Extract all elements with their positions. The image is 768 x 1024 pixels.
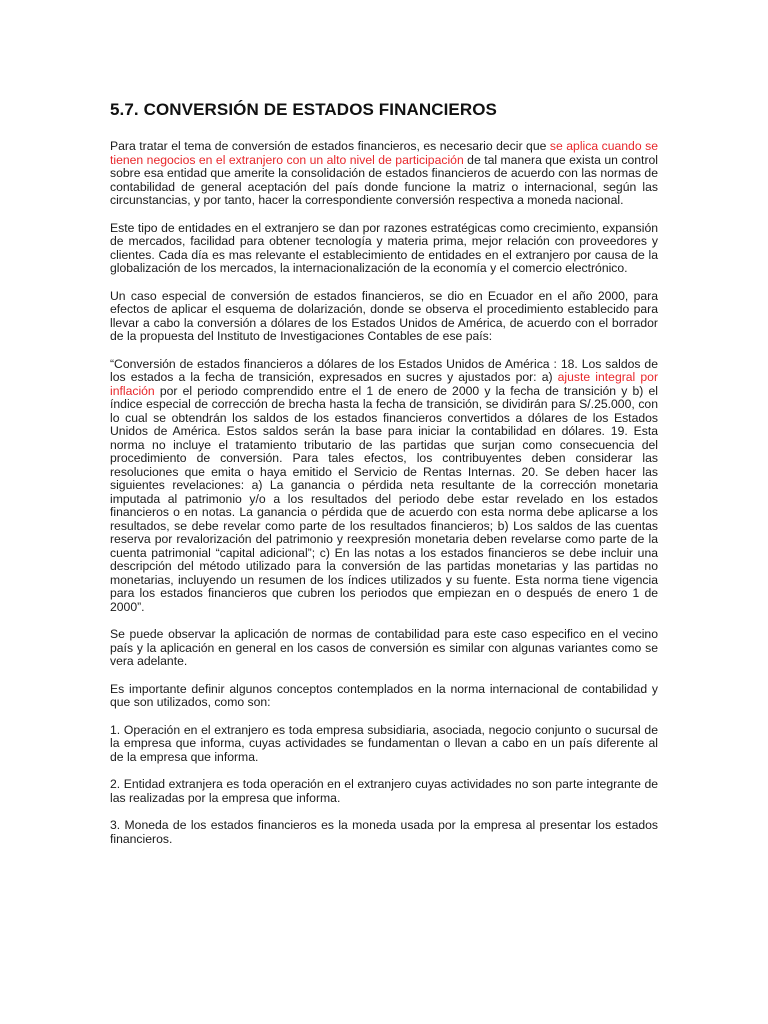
paragraph-4-text-a: “Conversión de estados financieros a dólares de los Estados Unidos de América : 18. Los saldos de los estados a la fecha de transición, expresados en sucres y ajustados por: a) (110, 356, 658, 384)
paragraph-1-text-c: de tal manera que exista un control sobre esa entidad que amerite la consolidación de estados financieros de acuerdo con las normas de contabilidad de general aceptación del país donde funcione la matriz o internacional, según las circunstancias, y por tanto, hacer la correspondiente conversión respectiva a moneda nacional. (110, 152, 658, 207)
paragraph-1-text-a: Para tratar el tema de conversión de estados financieros, es necesario decir que (110, 139, 550, 153)
highlighted-phrase-participation: se aplica cuando se tienen negocios en el extranjero con un alto nivel de participación (110, 139, 658, 167)
definition-3: 3. Moneda de los estados financieros es la moneda usada por la empresa al presentar los estados financieros. (110, 818, 658, 846)
definition-2: 2. Entidad extranjera es toda operación en el extranjero cuyas actividades no son parte integrante de las realizadas por la empresa que informa. (110, 777, 658, 805)
paragraph-2: Este tipo de entidades en el extranjero se dan por razones estratégicas como crecimiento, expansión de mercados, facilidad para obtener tecnología y materia prima, mejor relación con proveedores y clientes. Cada día es mas relevante el establecimiento de entidades en el extranjero por causa de la globalización de los mercados, la internacionalización de la economía y el comercio electrónico. (110, 220, 658, 275)
section-heading: 5.7. CONVERSIÓN DE ESTADOS FINANCIEROS (110, 100, 497, 119)
paragraph-5: Se puede observar la aplicación de normas de contabilidad para este caso especifico en el vecino país y la aplicación en general en los casos de conversión es similar con algunas variantes como se vera adelante. (110, 627, 658, 668)
paragraph-4-text-c: por el periodo comprendido entre el 1 de enero de 2000 y la fecha de transición y b) el índice especial de corrección de brecha hasta la fecha de transición, se dividirán para S/.25.000, con lo cual se obtendrán los saldos de los estados financieros convertidos a dólares de los Estados Unidos de América. Estos saldos serán la base para iniciar la contabilidad en dólares. 19. Esta norma no incluye el tratamiento tributario de las partidas que surjan como consecuencia del procedimiento de conversión. Para tales efectos, los contribuyentes deben considerar las resoluciones que emita o haya emitido el Servicio de Rentas Internas. 20. Se deben hacer las siguientes revelaciones: a) La ganancia o pérdida neta resultante de la corrección monetaria imputada al patrimonio y/o a los resultados del periodo debe estar revelado en los estados financieros o en notas. La ganancia o pérdida que de acuerdo con esta norma debe aplicarse a los resultados, se debe revelar como parte de los resultados financieros; b) Los saldos de las cuentas reserva por revalorización del patrimonio y reexpresión monetaria deben revelarse como parte de la cuenta patrimonial “capital adicional”; c) En las notas a los estados financieros se debe incluir una descripción del método utilizado para la conversión de las partidas monetarias y las partidas no monetarias, incluyendo un resumen de los índices utilizados y su fuente. Esta norma tiene vigencia para los estados financieros que cubren los periodos que empiezan en o después de enero 1 de 2000”. (110, 383, 658, 614)
paragraph-3: Un caso especial de conversión de estados financieros, se dio en Ecuador en el año 2000, para efectos de aplicar el esquema de dolarización, donde se observa el procedimiento establecido para llevar a cabo la conversión a dólares de los Estados Unidos de América, de acuerdo con el borrador de la propuesta del Instituto de Investigaciones Contables de ese país: (110, 288, 658, 343)
paragraph-4-quote (110, 358, 658, 615)
highlighted-phrase-inflation: ajuste integral por inflación (110, 370, 658, 398)
definition-1: 1. Operación en el extranjero es toda empresa subsidiaria, asociada, negocio conjunto o sucursal de la empresa que informa, cuyas actividades se fundamentan o llevan a cabo en un país diferente al de la empresa que informa. (110, 722, 658, 764)
paragraph-6: Es importante definir algunos conceptos contemplados en la norma internacional de contabilidad y que son utilizados, como son: (110, 681, 658, 709)
document-content (110, 100, 658, 860)
paragraph-1 (110, 140, 658, 208)
